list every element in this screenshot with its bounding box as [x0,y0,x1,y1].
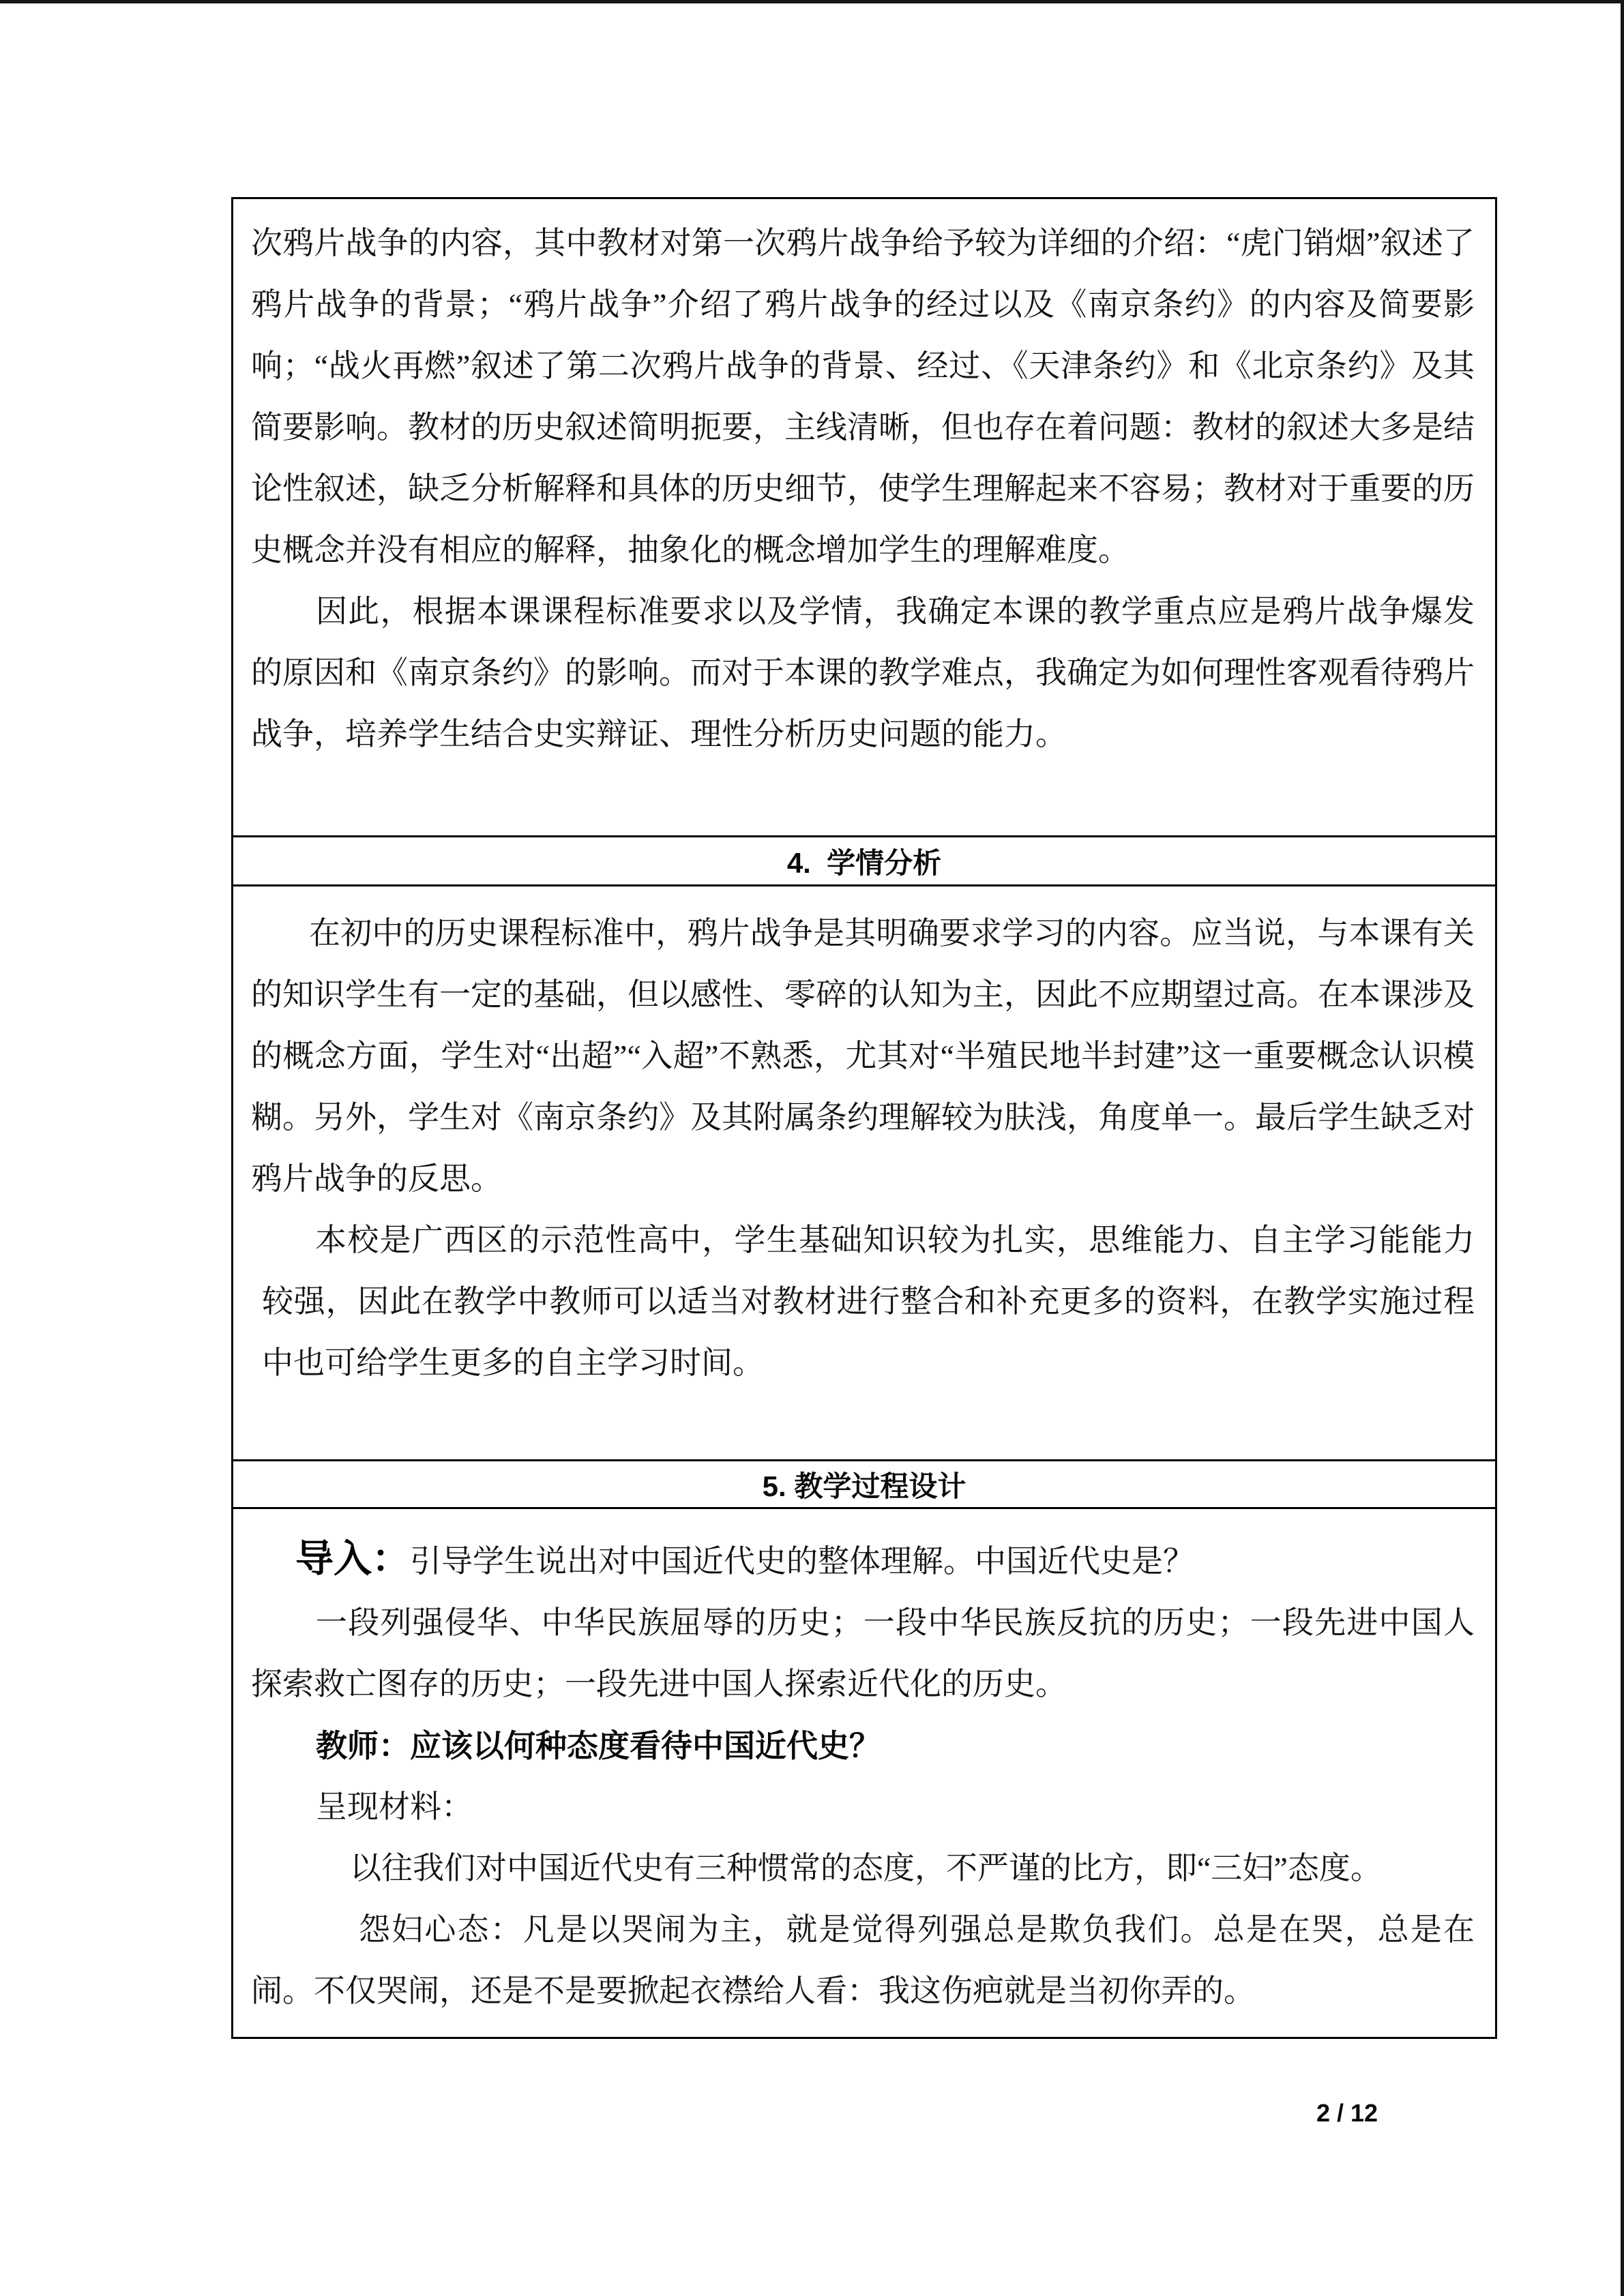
intro-text: 引导学生说出对中国近代史的整体理解。中国近代史是？ [410,1544,1194,1579]
section-header-learner-analysis [233,835,1495,884]
learner-analysis-paragraph-2: 本校是广西区的示范性高中，学生基础知识较为扎实，思维能力、自主学习能能力较强，因此在教学中教师可以适当对教材进行整合和补充更多的资料，在教学实施过程中也可给学生更多的自主学习时间。 [262,1223,1475,1380]
window-frame-top-edge [0,0,1624,3]
page-number: 2 / 12 [1316,2099,1378,2127]
modern-history-definition-paragraph: 一段列强侵华、中华民族屈辱的历史；一段中华民族反抗的历史；一段先进中国人探索救亡图存的历史；一段先进中国人探索近代化的历史。 [251,1605,1475,1701]
three-attitudes-paragraph: 以往我们对中国近代史有三种惯常的态度，不严谨的比方，即“三妇”态度。 [350,1851,1382,1885]
section-textbook-analysis-continued [233,199,1495,835]
textbook-analysis-paragraph-2: 因此，根据本课课程标准要求以及学情，我确定本课的教学重点应是鸦片战争爆发的原因和《南京条约》的影响。而对于本课的教学难点，我确定为如何理性客观看待鸦片战争，培养学生结合史实辩证、理性分析历史问题的能力。 [251,594,1475,751]
section-learner-analysis [233,884,1495,1459]
section-header-teaching-process [233,1459,1495,1507]
learner-analysis-paragraph-1: 在初中的历史课程标准中，鸦片战争是其明确要求学习的内容。应当说，与本课有关的知识学生有一定的基础，但以感性、零碎的认知为主，因此不应期望过高。在本课涉及的概念方面，学生对“出超”“入超”不熟悉，尤其对“半殖民地半封建”这一重要概念认识模糊。另外，学生对《南京条约》及其附属条约理解较为肤浅，角度单一。最后学生缺乏对鸦片战争的反思。 [251,916,1475,1196]
textbook-analysis-paragraph-1: 次鸦片战争的内容，其中教材对第一次鸦片战争给予较为详细的介绍：“虎门销烟”叙述了鸦片战争的背景；“鸦片战争”介绍了鸦片战争的经过以及《南京条约》的内容及简要影响；“战火再燃”叙述了第二次鸦片战争的背景、经过、《天津条约》和《北京条约》及其简要影响。教材的历史叙述简明扼要，主线清晰，但也存在着问题：教材的叙述大多是结论性叙述，缺乏分析解释和具体的历史细节，使学生理解起来不容易；教材对于重要的历史概念并没有相应的解释，抽象化的概念增加学生的理解难度。 [251,226,1475,567]
window-frame-right-edge [1621,0,1624,2296]
complaining-mentality-paragraph: 怨妇心态：凡是以哭闹为主，就是觉得列强总是欺负我们。总是在哭，总是在闹。不仅哭闹，还是不是要掀起衣襟给人看：我这伤疤就是当初你弄的。 [251,1912,1475,2008]
material-cue-line: 呈现材料： [316,1789,473,1824]
section-title-learner-analysis: 4. 学情分析 [786,846,942,879]
lesson-plan-table [231,197,1497,2039]
section-teaching-process [233,1507,1495,2037]
intro-label: 导入： [295,1537,410,1580]
intro-line [251,1528,1475,1592]
teacher-question-line: 教师：应该以何种态度看待中国近代史？ [316,1728,881,1763]
section-title-teaching-process: 5. 教学过程设计 [762,1470,966,1502]
